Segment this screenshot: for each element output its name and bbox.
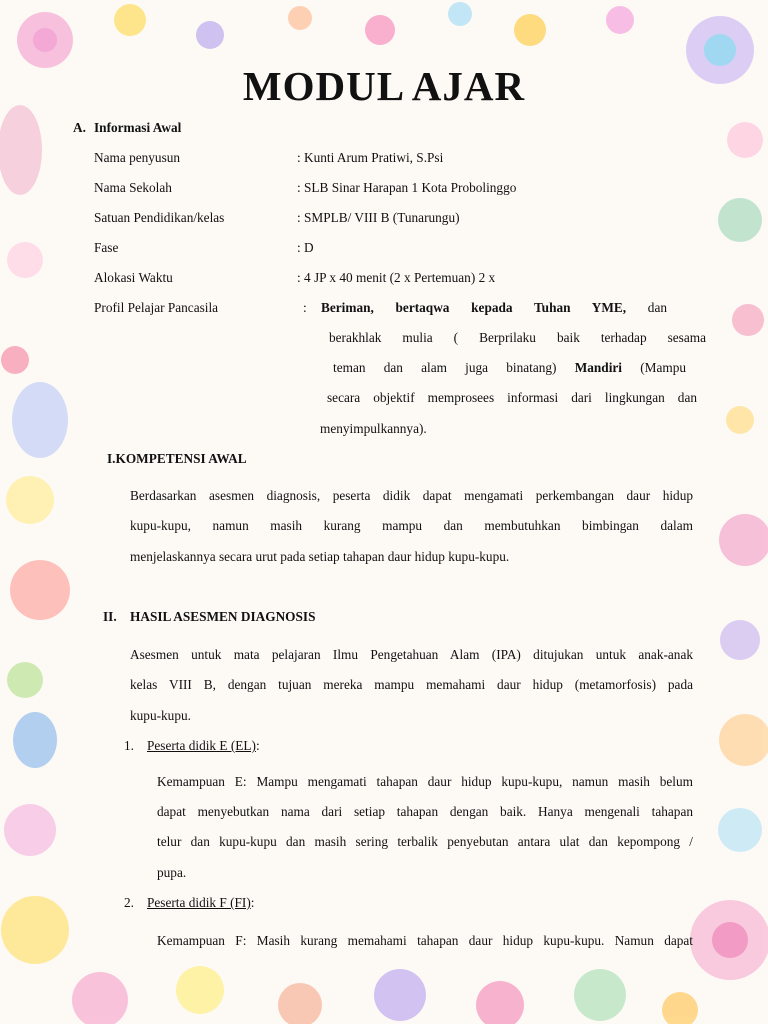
student-line: Kemampuan F: Masih kurang memahami tahapan daur hidup kupu-kupu. Namun dapat [157, 933, 693, 948]
hasil-line-1: Asesmen untuk mata pelajaran Ilmu Pengetahuan Alam (IPA) ditujukan untuk anak-anak [130, 647, 693, 662]
hasil-line-2: kelas VIII B, dengan tujuan mereka mampu memahami daur hidup (metamorfosis) pada [130, 677, 693, 692]
kompetensi-heading: I.KOMPETENSI AWAL [107, 451, 247, 466]
info-label: Satuan Pendidikan/kelas [94, 210, 225, 225]
info-value: : SLB Sinar Harapan 1 Kota Probolinggo [297, 180, 517, 195]
kompetensi-line-2: kupu-kupu, namun masih kurang mampu dan membutuhkan bimbingan dalam [130, 518, 693, 533]
student-number: 2. [124, 895, 134, 910]
info-label: Fase [94, 240, 119, 255]
student-line: telur dan kupu-kupu dan masih sering terbalik penyebutan antara ulat dan kepompong / [157, 834, 693, 849]
info-label: Nama penyusun [94, 150, 181, 165]
section-a-heading: Informasi Awal [94, 120, 182, 135]
student-line: pupa. [157, 865, 187, 880]
info-label: Alokasi Waktu [94, 270, 173, 285]
profil-line-4: secara objektif memprosees informasi dari lingkungan dan [327, 390, 697, 405]
student-line: dapat menyebutkan nama dari setiap tahapan dengan baik. Hanya mengenali tahapan [157, 804, 693, 819]
profil-line-1: Beriman, bertaqwa kepada Tuhan YME, dan [321, 300, 667, 315]
info-value: : 4 JP x 40 menit (2 x Pertemuan) 2 x [297, 270, 496, 285]
hasil-marker: II. [103, 609, 117, 624]
student-name: Peserta didik E (EL): [147, 738, 260, 753]
profil-line-5: menyimpulkannya). [320, 421, 427, 436]
kompetensi-line-3: menjelaskannya secara urut pada setiap tahapan daur hidup kupu-kupu. [130, 549, 510, 564]
info-label: Profil Pelajar Pancasila [94, 300, 219, 315]
hasil-line-3: kupu-kupu. [130, 708, 191, 723]
hasil-heading: HASIL ASESMEN DIAGNOSIS [130, 609, 316, 624]
student-name: Peserta didik F (FI): [147, 895, 255, 910]
info-colon: : [303, 300, 307, 315]
info-value: : Kunti Arum Pratiwi, S.Psi [297, 150, 444, 165]
student-line: Kemampuan E: Mampu mengamati tahapan daur hidup kupu-kupu, namun masih belum [157, 774, 693, 789]
section-a-marker: A. [73, 120, 86, 135]
page-title: MODUL AJAR [242, 63, 526, 109]
student-number: 1. [124, 738, 134, 753]
profil-line-2: berakhlak mulia ( Berprilaku baik terhadap sesama [329, 330, 706, 345]
kompetensi-line-1: Berdasarkan asesmen diagnosis, peserta didik dapat mengamati perkembangan daur hidup [130, 488, 693, 503]
info-value: : SMPLB/ VIII B (Tunarungu) [297, 210, 460, 225]
profil-line-3: teman dan alam juga binatang) Mandiri (Mampu [333, 360, 686, 375]
info-label: Nama Sekolah [94, 180, 172, 195]
info-value: : D [297, 240, 314, 255]
